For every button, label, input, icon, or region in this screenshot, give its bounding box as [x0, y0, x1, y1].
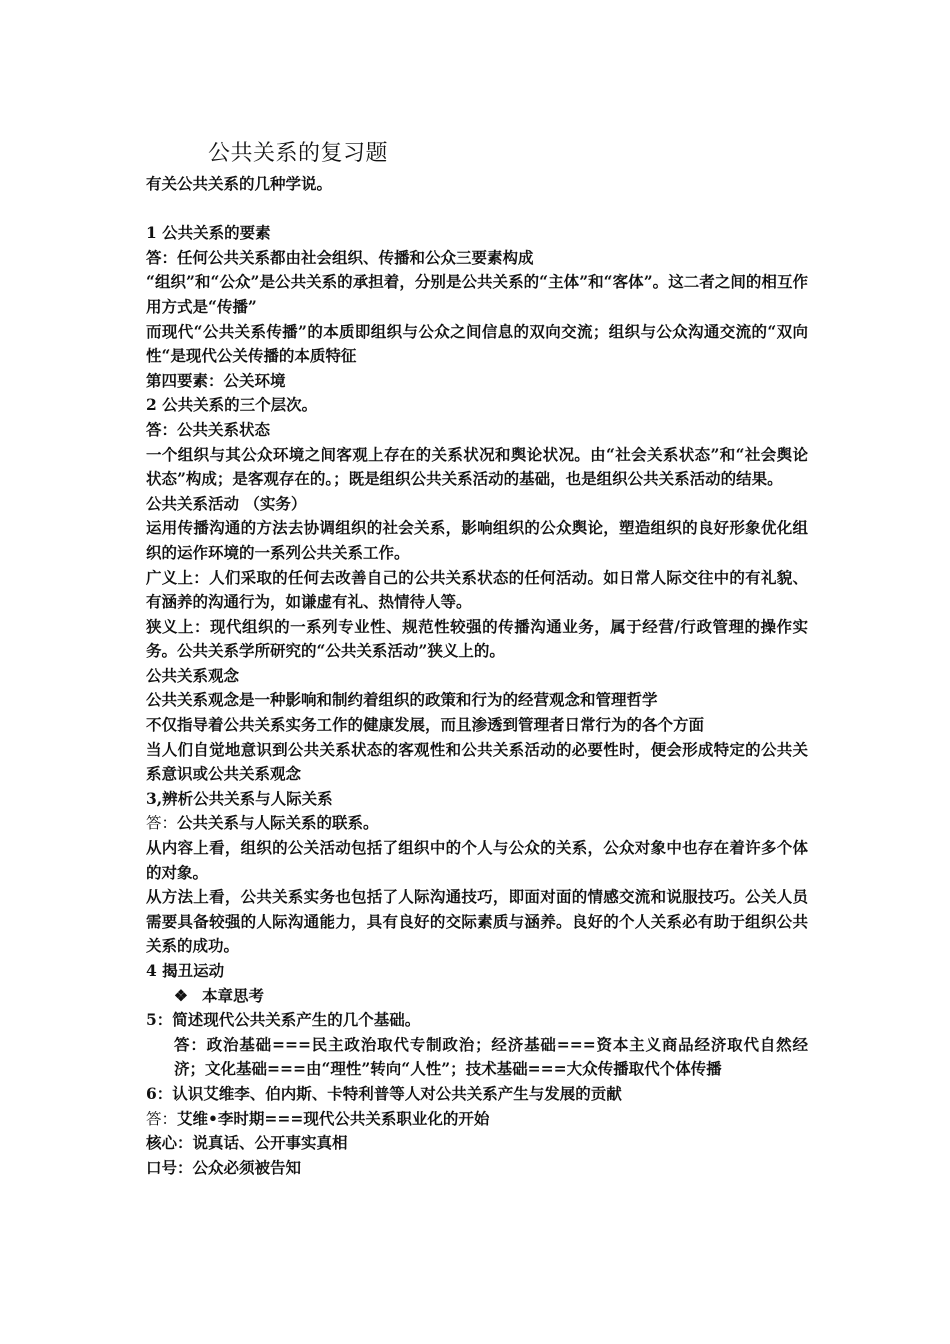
intro-line: 有关公共关系的几种学说。: [146, 174, 333, 193]
answer-text: 艾维•李时期===现代公共关系职业化的开始: [177, 1108, 490, 1128]
bullet-item-text: 本章思考: [202, 985, 265, 1005]
section-1-answer: 答：任何公共关系都由社会组织、传播和公众三要素构成: [146, 247, 534, 267]
answer-text: 公共关系与人际关系的联系。: [177, 813, 379, 833]
section-2-paragraph: 广义上：人们采取的任何去改善自己的公共关系状态的任何活动。如日常人际交往中的有礼貌、有涵养的沟通行为，如谦虚有礼、热情待人等。: [146, 567, 808, 612]
section-3-answer: [146, 811, 808, 836]
question-6-heading: 6：认识艾维李、伯内斯、卡特利普等人对公共关系产生与发展的贡献: [146, 1083, 622, 1103]
section-2-answer: 答：公共关系状态: [146, 419, 271, 439]
diamond-bullet-icon: ❖: [174, 985, 188, 1005]
section-1-heading: 1 公共关系的要素: [146, 223, 271, 243]
document-body: [146, 172, 808, 1180]
section-2-paragraph: 狭义上：现代组织的一系列专业性、规范性较强的传播沟通业务，属于经营/行政管理的操作实务。公共关系学所研究的“公共关系活动”狭义上的。: [146, 616, 808, 661]
section-1-paragraph: “组织”和“公众”是公共关系的承担着，分别是公共关系的“主体”和“客体”。这二者之间的相互作用方式是“传播”: [146, 272, 808, 316]
blank-line: [146, 197, 808, 222]
question-6-slogan: 口号：公众必须被告知: [146, 1157, 302, 1177]
section-4-heading: 4 揭丑运动: [146, 961, 225, 980]
answer-label: 答：: [146, 814, 178, 833]
question-5-heading: 5：简述现代公共关系产生的几个基础。: [146, 1010, 421, 1030]
question-6-core: 核心：说真话、公开事实真相: [146, 1133, 348, 1153]
bullet-item: [146, 984, 808, 1009]
section-2-paragraph: 公共关系观念: [146, 665, 240, 685]
section-3-heading: 3,辨析公共关系与人际关系: [146, 788, 333, 808]
section-3-paragraph: 从方法上看，公共关系实务也包括了人际沟通技巧，即面对面的情感交流和说服技巧。公关人员需要具备较强的人际沟通能力，具有良好的交际素质与涵养。良好的个人关系必有助于组织公共关系的成功。: [146, 887, 808, 956]
answer-label: 答：: [146, 1109, 178, 1128]
section-2-paragraph: 运用传播沟通的方法去协调组织的社会关系，影响组织的公众舆论，塑造组织的良好形象优化组织的运作环境的一系列公共关系工作。: [146, 518, 808, 562]
section-2-paragraph: 不仅指导着公共关系实务工作的健康发展，而且渗透到管理者日常行为的各个方面: [146, 715, 705, 735]
section-3-paragraph: 从内容上看，组织的公关活动包括了组织中的个人与公众的关系，公众对象中也存在着许多个体的对象。: [146, 838, 808, 882]
section-2-paragraph: 一个组织与其公众环境之间客观上存在的关系状况和舆论状况。由“社会关系状态”和“社会舆论状态”构成；是客观存在的。；既是组织公共关系活动的基础，也是组织公共关系活动的结果。: [146, 444, 808, 489]
section-2-paragraph: 当人们自觉地意识到公共关系状态的客观性和公共关系活动的必要性时，便会形成特定的公共关系意识或公共关系观念: [146, 739, 808, 784]
section-2-paragraph: 公共关系观念是一种影响和制约着组织的政策和行为的经营观念和管理哲学: [146, 690, 658, 710]
section-2-heading: 2 公共关系的三个层次。: [146, 395, 318, 415]
document-title: 公共关系的复习题: [208, 141, 389, 166]
question-6-answer: [146, 1107, 808, 1132]
section-1-paragraph: 而现代“公共关系传播”的本质即组织与公众之间信息的双向交流；组织与公众沟通交流的“双向性“是现代公关传播的本质特征: [146, 321, 808, 366]
section-1-paragraph: 第四要素：公关环境: [146, 370, 286, 390]
question-5-answer: 答：政治基础===民主政治取代专制政治；经济基础===资本主义商品经济取代自然经济；文化基础===由“理性”转向“人性”；技术基础===大众传播取代个体传播: [174, 1034, 808, 1079]
section-2-paragraph: 公共关系活动 （实务）: [146, 493, 307, 513]
